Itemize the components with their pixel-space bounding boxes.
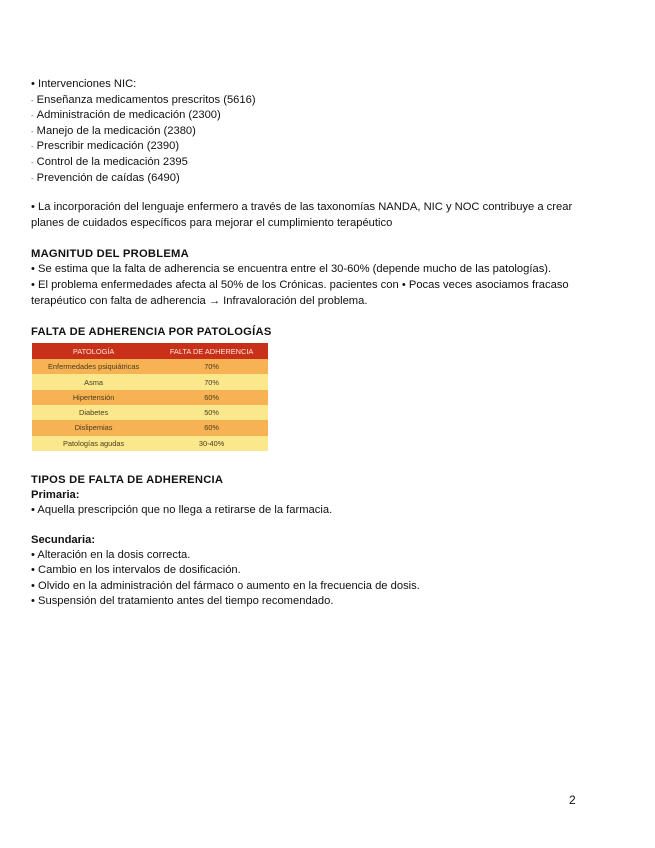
tipos-heading: TIPOS DE FALTA DE ADHERENCIA [31,473,224,486]
document-page [31,77,611,610]
primaria-label: Primaria: [31,488,80,501]
page-number: 2 [569,793,576,807]
dash-marker: - [31,111,34,121]
nic-item: - Prevención de caídas (6490) [31,171,180,184]
secundaria-item: • Olvido en la administración del fármaco o aumento en la frecuencia de dosis. [31,579,420,592]
secundaria-label: Secundaria: [31,533,96,546]
table-row: Enfermedades psiquiátricas 70% [32,359,268,374]
nic-item: - Administración de medicación (2300) [31,109,221,122]
table-row: Hipertensión 60% [32,390,268,405]
dash-marker: - [31,173,34,183]
magnitud-line-3: terapéutico con falta de adherencia → Infravaloración del problema. [31,294,368,307]
nic-item: - Enseñanza medicamentos prescritos (5616) [31,93,256,106]
column-header-falta: FALTA DE ADHERENCIA [155,343,268,359]
secundaria-item: • Cambio en los intervalos de dosificación. [31,564,241,577]
incorporacion-line-1: • La incorporación del lenguaje enfermero a través de las taxonomías NANDA, NIC y NOC contribuye a crear [31,201,573,214]
nic-item: - Manejo de la medicación (2380) [31,124,196,137]
nic-list [31,93,611,187]
table-header-row [32,343,268,359]
magnitud-line-2: • El problema enfermedades afecta al 50% de los Crónicas. pacientes con • Pocas veces asociamos fracaso [31,278,569,291]
incorporacion-line-2: planes de cuidados específicos para mejorar el cumplimiento terapéutico [31,216,393,229]
adherence-table [32,343,268,451]
nic-item: - Prescribir medicación (2390) [31,140,180,153]
magnitud-heading: MAGNITUD DEL PROBLEMA [31,248,189,261]
dash-marker: - [31,142,34,152]
nic-item: - Control de la medicación 2395 [31,155,188,168]
magnitud-line-1: • Se estima que la falta de adherencia se encuentra entre el 30-60% (depende mucho de las patologías). [31,263,552,276]
primaria-item: • Aquella prescripción que no llega a retirarse de la farmacia. [31,503,333,516]
table-row: Diabetes 50% [32,405,268,420]
table-row: Dislipemias 60% [32,420,268,435]
table-row: Patologías agudas 30-40% [32,436,268,451]
dash-marker: - [31,157,34,167]
table-row: Asma 70% [32,374,268,389]
column-header-patologia: PATOLOGÍA [32,343,155,359]
nic-heading: • Intervenciones NIC: [31,78,137,90]
patologias-heading: FALTA DE ADHERENCIA POR PATOLOGÍAS [31,326,272,339]
dash-marker: - [31,95,34,105]
secundaria-item: • Alteración en la dosis correcta. [31,548,191,561]
dash-marker: - [31,126,34,136]
secundaria-item: • Suspensión del tratamiento antes del tiempo recomendado. [31,595,334,608]
